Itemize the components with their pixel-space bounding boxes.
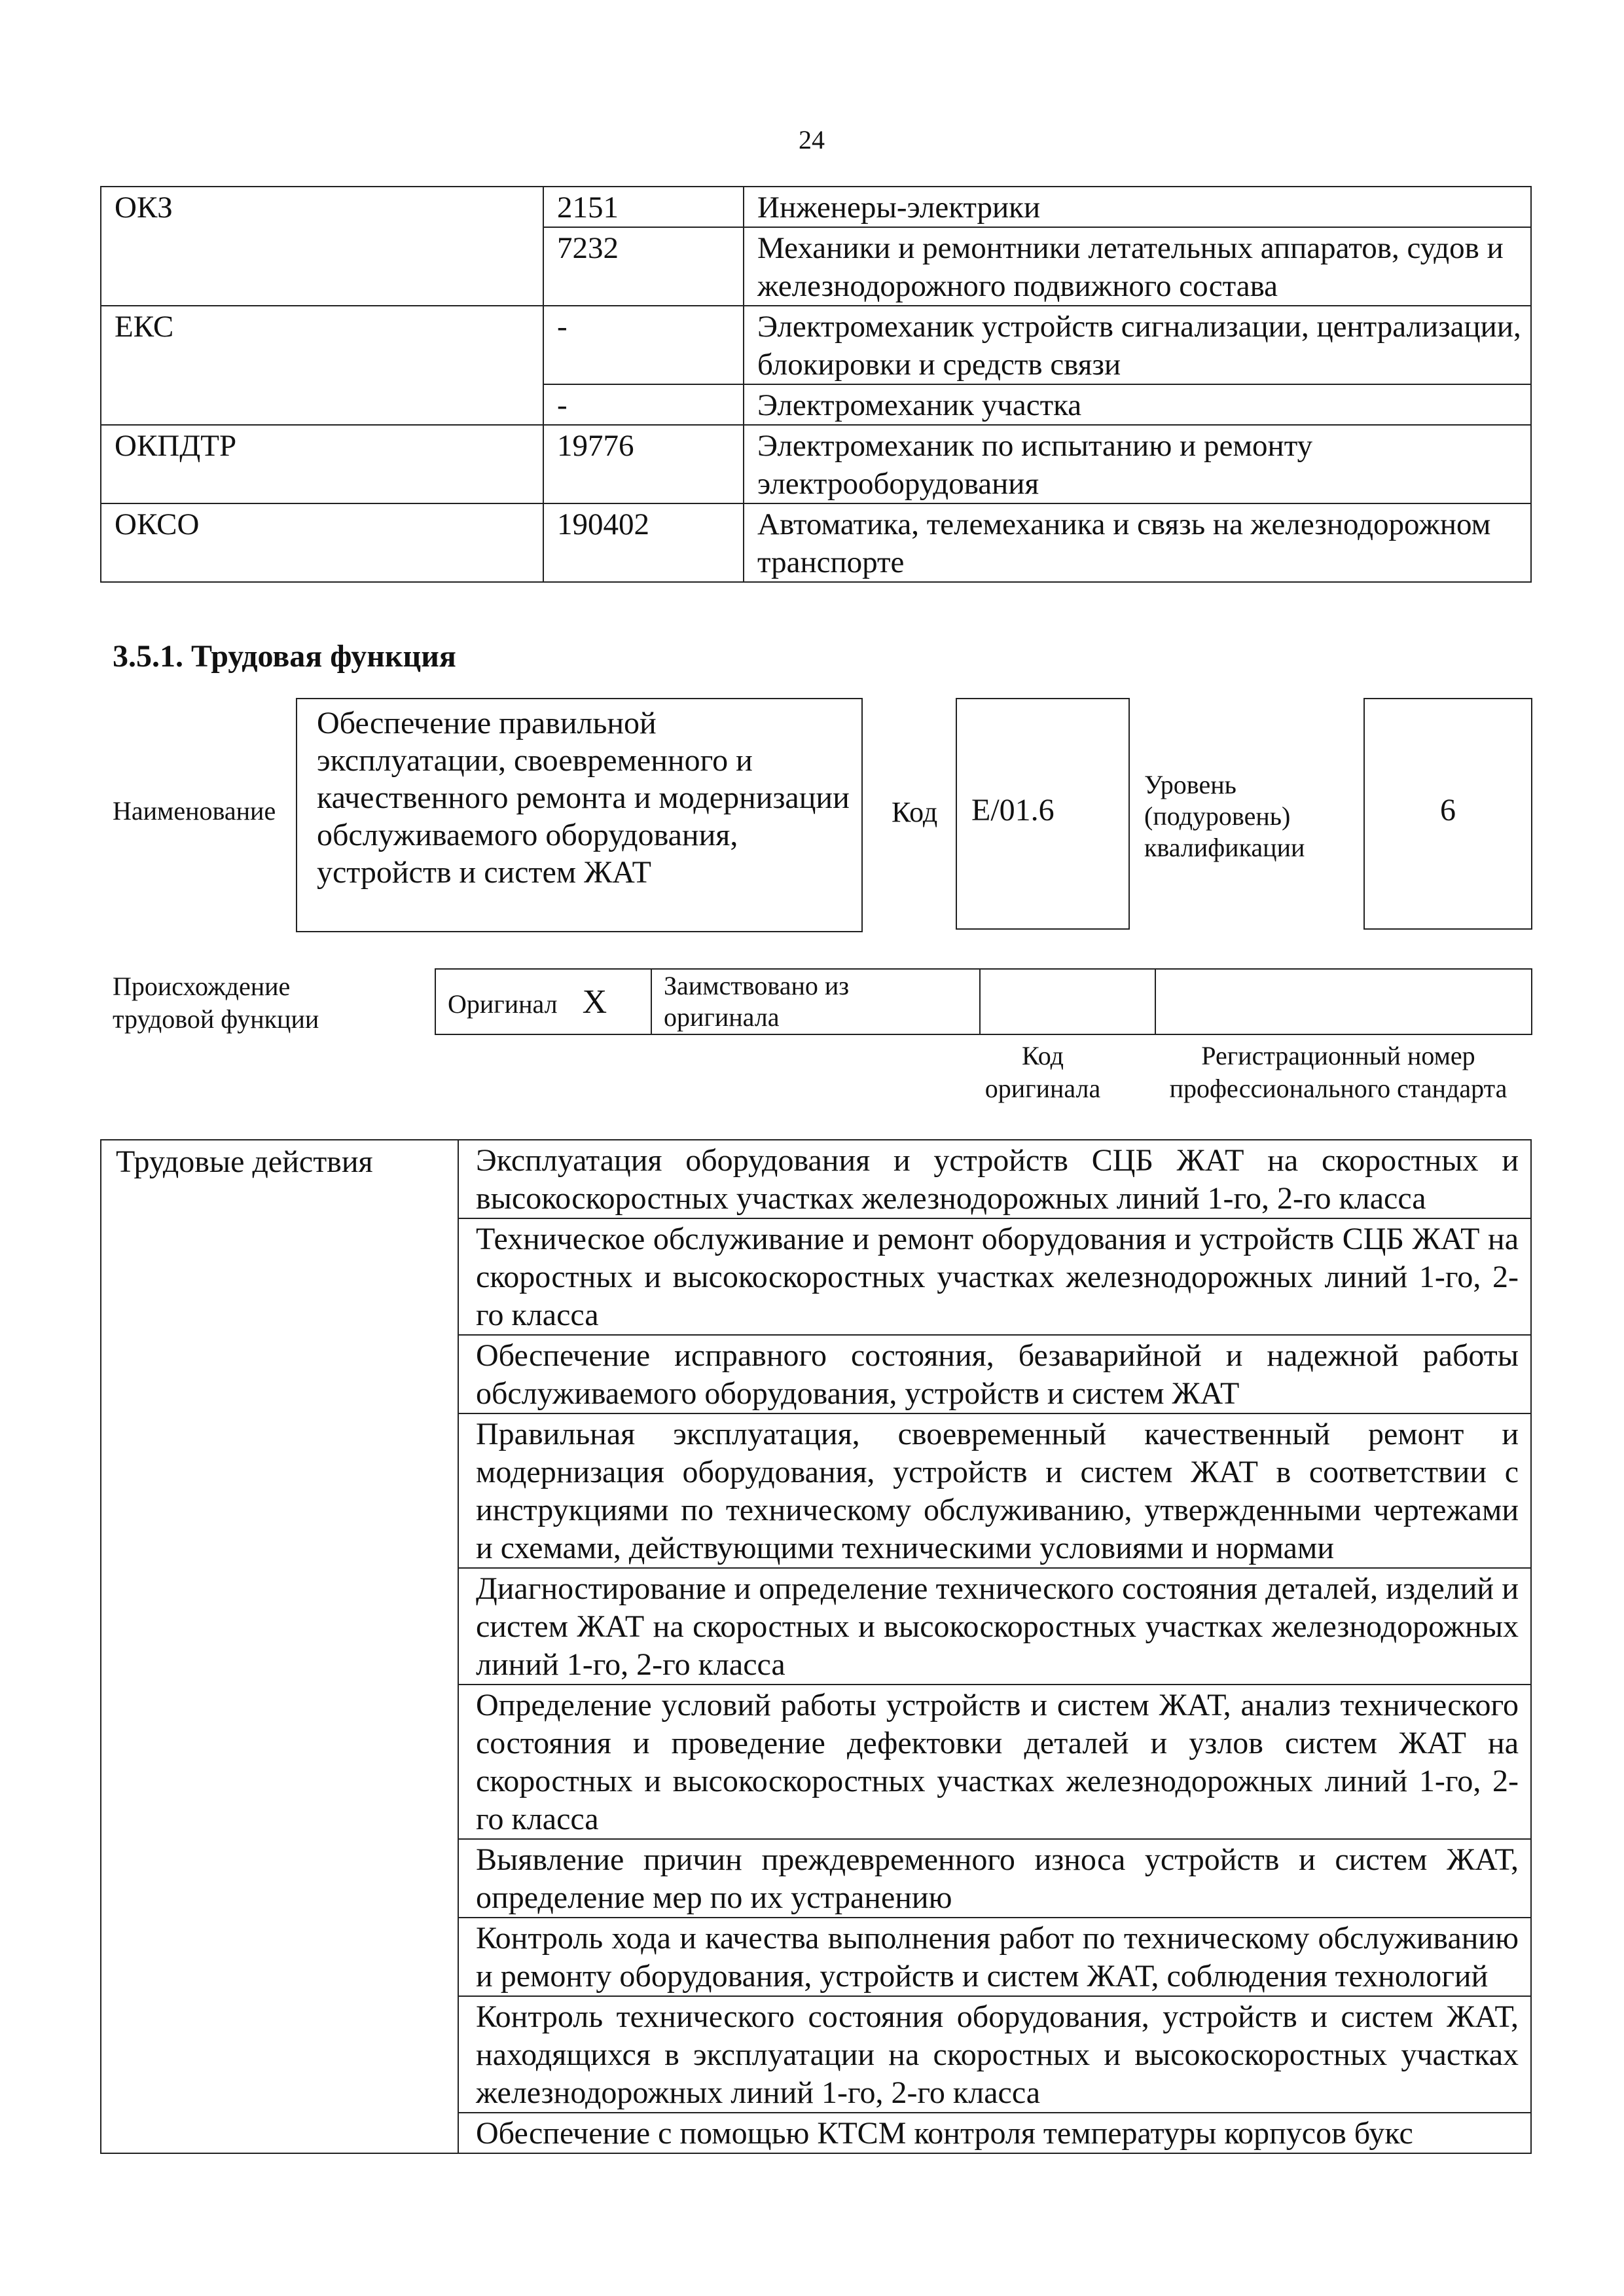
classifier-title: Электромеханик устройств сигнализации, централизации, блокировки и средств связи [744,306,1531,384]
classifier-code: - [543,384,744,425]
origin-original-mark: X [582,983,607,1021]
origin-borrowed-label: Заимствовано из [664,971,850,1000]
labor-action-item [458,2113,1531,2153]
origin-table [435,968,1532,1035]
qualification-level-label [1144,769,1305,864]
table-row [101,1140,1531,1218]
table-row [101,425,1531,503]
labor-action-text: Правильная эксплуатация, своевременный качественный ремонт и модернизация оборудования, устройств и систем ЖАТ в соответствии с инструкциями по техническому обслуживанию, утвержденными чертежами и схемами, действующими техническими условиями и нормами [476,1417,1519,1565]
labor-action-item [458,1140,1531,1218]
table-row [435,969,1532,1034]
classifier-code: 2151 [543,187,744,227]
labor-action-text: Обеспечение исправного состояния, безаварийной и надежной работы обслуживаемого оборудования, устройств и систем ЖАТ [476,1338,1519,1411]
classifier-table [100,186,1532,583]
origin-label-line: трудовой функции [113,1004,319,1034]
classifier-title: Электромеханик по испытанию и ремонту электрооборудования [744,425,1531,503]
labor-action-item [458,1413,1531,1568]
labor-action-item [458,1335,1531,1413]
qualification-level-label-line: (подуровень) [1144,801,1291,831]
caption-line: Код [1022,1041,1064,1070]
origin-borrowed-label: оригинала [664,1002,780,1032]
classifier-code: 19776 [543,425,744,503]
labor-action-text: Эксплуатация оборудования и устройств СЦБ ЖАТ на скоростных и высокоскоростных участках железнодорожных линий 1-го, 2-го класса [476,1143,1519,1216]
labor-action-item [458,1996,1531,2113]
labor-action-text: Определение условий работы устройств и систем ЖАТ, анализ технического состояния и проведение дефектовки деталей и узлов систем ЖАТ на скоростных и высокоскоростных участках железнодорожных линий 1-го, 2-го класса [476,1688,1519,1836]
table-row [101,503,1531,582]
function-code-label: Код [892,796,938,828]
labor-action-text: Диагностирование и определение технического состояния деталей, изделий и систем ЖАТ на скоростных и высокоскоростных участках железнодорожных линий 1-го, 2-го класса [476,1571,1519,1682]
qualification-level: 6 [1363,698,1532,930]
labor-action-item [458,1568,1531,1685]
caption-line: профессионального стандарта [1169,1074,1507,1103]
function-name: Обеспечение правильной эксплуатации, своевременного и качественного ремонта и модернизации обслуживаемого оборудования, устройств и систем ЖАТ [296,698,863,932]
labor-action-text: Контроль технического состояния оборудования, устройств и систем ЖАТ, находящихся в эксплуатации на скоростных и высокоскоростных участках железнодорожных линий 1-го, 2-го класса [476,1999,1519,2110]
labor-action-item [458,1839,1531,1918]
classifier-name: ОКЗ [101,187,543,306]
classifier-title: Автоматика, телемеханика и связь на железнодорожном транспорте [744,503,1531,582]
table-row [101,306,1531,384]
labor-action-text: Контроль хода и качества выполнения работ по техническому обслуживанию и ремонту оборудования, устройств и систем ЖАТ, соблюдения технологий [476,1921,1519,1994]
classifier-name: ОКСО [101,503,543,582]
labor-action-item [458,1685,1531,1839]
origin-reg-number-cell [1155,969,1532,1034]
labor-action-text: Выявление причин преждевременного износа устройств и систем ЖАТ, определение мер по их устранению [476,1842,1519,1915]
table-row [101,187,1531,227]
labor-actions-table [100,1139,1532,2154]
qualification-level-label-line: Уровень [1144,770,1236,799]
classifier-code: 7232 [543,227,744,306]
origin-original-cell [435,969,651,1034]
section-heading: 3.5.1. Трудовая функция [113,639,456,674]
classifier-title: Электромеханик участка [744,384,1531,425]
classifier-code: - [543,306,744,384]
labor-action-text: Техническое обслуживание и ремонт оборудования и устройств СЦБ ЖАТ на скоростных и высокоскоростных участках железнодорожных линий 1-го, 2-го класса [476,1222,1519,1332]
origin-label-line: Происхождение [113,972,291,1001]
qualification-level-label-line: квалификации [1144,833,1305,862]
function-code: E/01.6 [956,698,1130,930]
classifier-title: Механики и ремонтники летательных аппаратов, судов и железнодорожного подвижного состава [744,227,1531,306]
origin-label [113,970,319,1036]
classifier-title: Инженеры-электрики [744,187,1531,227]
caption-line: Регистрационный номер [1201,1041,1475,1070]
origin-code-cell [980,969,1155,1034]
origin-code-caption [956,1040,1130,1105]
classifier-code: 190402 [543,503,744,582]
origin-borrowed-cell [651,969,980,1034]
labor-action-text: Обеспечение с помощью КТСМ контроля температуры корпусов букс [476,2116,1413,2151]
function-name-label: Наименование [113,796,276,826]
origin-reg-caption [1144,1040,1532,1105]
page-number: 24 [799,125,825,155]
labor-actions-label: Трудовые действия [101,1140,458,2153]
caption-line: оригинала [984,1074,1101,1103]
classifier-name: ЕКС [101,306,543,425]
origin-original-label: Оригинал [448,989,558,1019]
labor-action-item [458,1918,1531,1996]
labor-action-item [458,1218,1531,1335]
classifier-name: ОКПДТР [101,425,543,503]
